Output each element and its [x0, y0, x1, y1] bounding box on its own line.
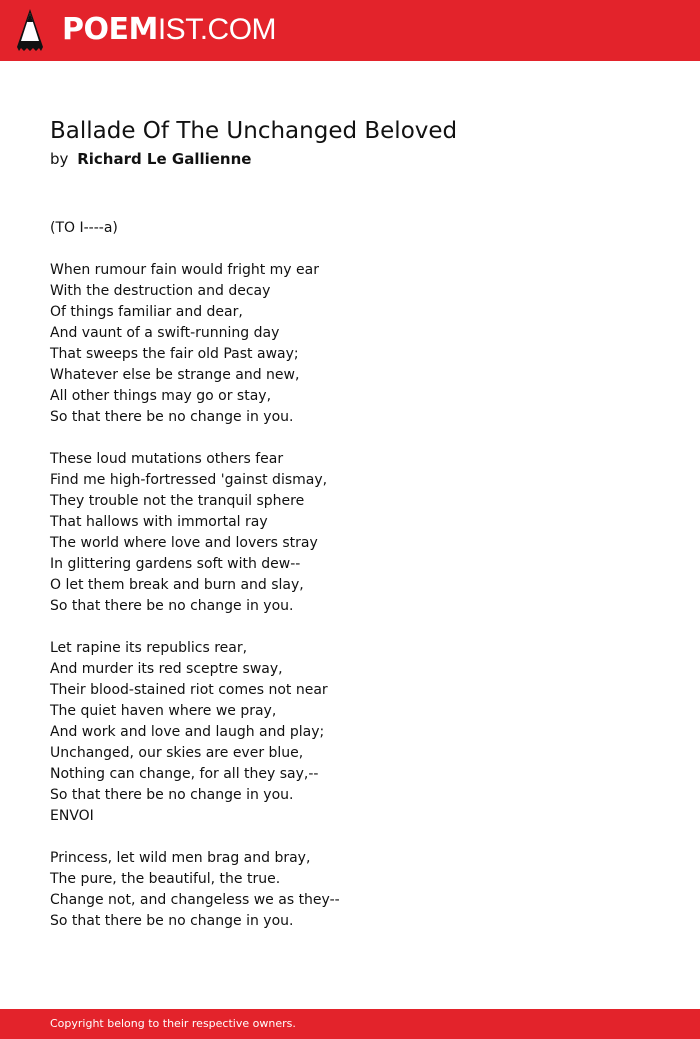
stanza [50, 848, 650, 932]
poem-line: In glittering gardens soft with dew-- [50, 556, 301, 572]
stanza [50, 218, 650, 239]
poem-line: That sweeps the fair old Past away; [50, 346, 299, 362]
poem-line: When rumour fain would fright my ear [50, 262, 319, 278]
copyright-notice: Copyright belong to their respective owners. [50, 1017, 296, 1030]
by-label: by [50, 150, 69, 168]
logo-brand-bold: POEM [62, 12, 158, 47]
poem-line: Change not, and changeless we as they-- [50, 892, 340, 908]
poem-line: Find me high-fortressed 'gainst dismay, [50, 472, 328, 488]
poem-body [50, 218, 650, 953]
poem-line: Whatever else be strange and new, [50, 367, 300, 383]
poem-line: The quiet haven where we pray, [50, 703, 277, 719]
poem-title: Ballade Of The Unchanged Beloved [50, 118, 458, 144]
poem-line: O let them break and burn and slay, [50, 577, 304, 593]
poem-line: These loud mutations others fear [50, 451, 284, 467]
poem-author: Richard Le Gallienne [77, 150, 252, 168]
poem-line: The world where love and lovers stray [50, 535, 318, 551]
poem-line: So that there be no change in you. [50, 787, 294, 803]
poem-line: Nothing can change, for all they say,-- [50, 766, 319, 782]
poem-line: Let rapine its republics rear, [50, 640, 248, 656]
poem-line: They trouble not the tranquil sphere [50, 493, 305, 509]
poem-line: With the destruction and decay [50, 283, 271, 299]
poem-line: Their blood-stained riot comes not near [50, 682, 328, 698]
poem-line: Of things familiar and dear, [50, 304, 243, 320]
site-header [0, 0, 700, 61]
poem-line: All other things may go or stay, [50, 388, 272, 404]
poem-byline [50, 148, 251, 170]
site-footer [0, 1009, 700, 1039]
poem-line: And murder its red sceptre sway, [50, 661, 283, 677]
site-logo[interactable] [62, 12, 276, 48]
pencil-tip-icon [17, 9, 43, 51]
stanza [50, 260, 650, 428]
logo-brand-light: IST.COM [157, 13, 277, 46]
poem-line: So that there be no change in you. [50, 913, 294, 929]
poem-line: So that there be no change in you. [50, 409, 294, 425]
stanza [50, 638, 650, 827]
poem-line: The pure, the beautiful, the true. [50, 871, 281, 887]
poem-line: That hallows with immortal ray [50, 514, 268, 530]
poem-line: Unchanged, our skies are ever blue, [50, 745, 304, 761]
poem-line: So that there be no change in you. [50, 598, 294, 614]
stanza [50, 449, 650, 617]
poem-line: And work and love and laugh and play; [50, 724, 325, 740]
poem-line: (TO I----a) [50, 220, 118, 236]
poem-line: Princess, let wild men brag and bray, [50, 850, 311, 866]
poem-line: ENVOI [50, 808, 94, 824]
poem-line: And vaunt of a swift-running day [50, 325, 280, 341]
